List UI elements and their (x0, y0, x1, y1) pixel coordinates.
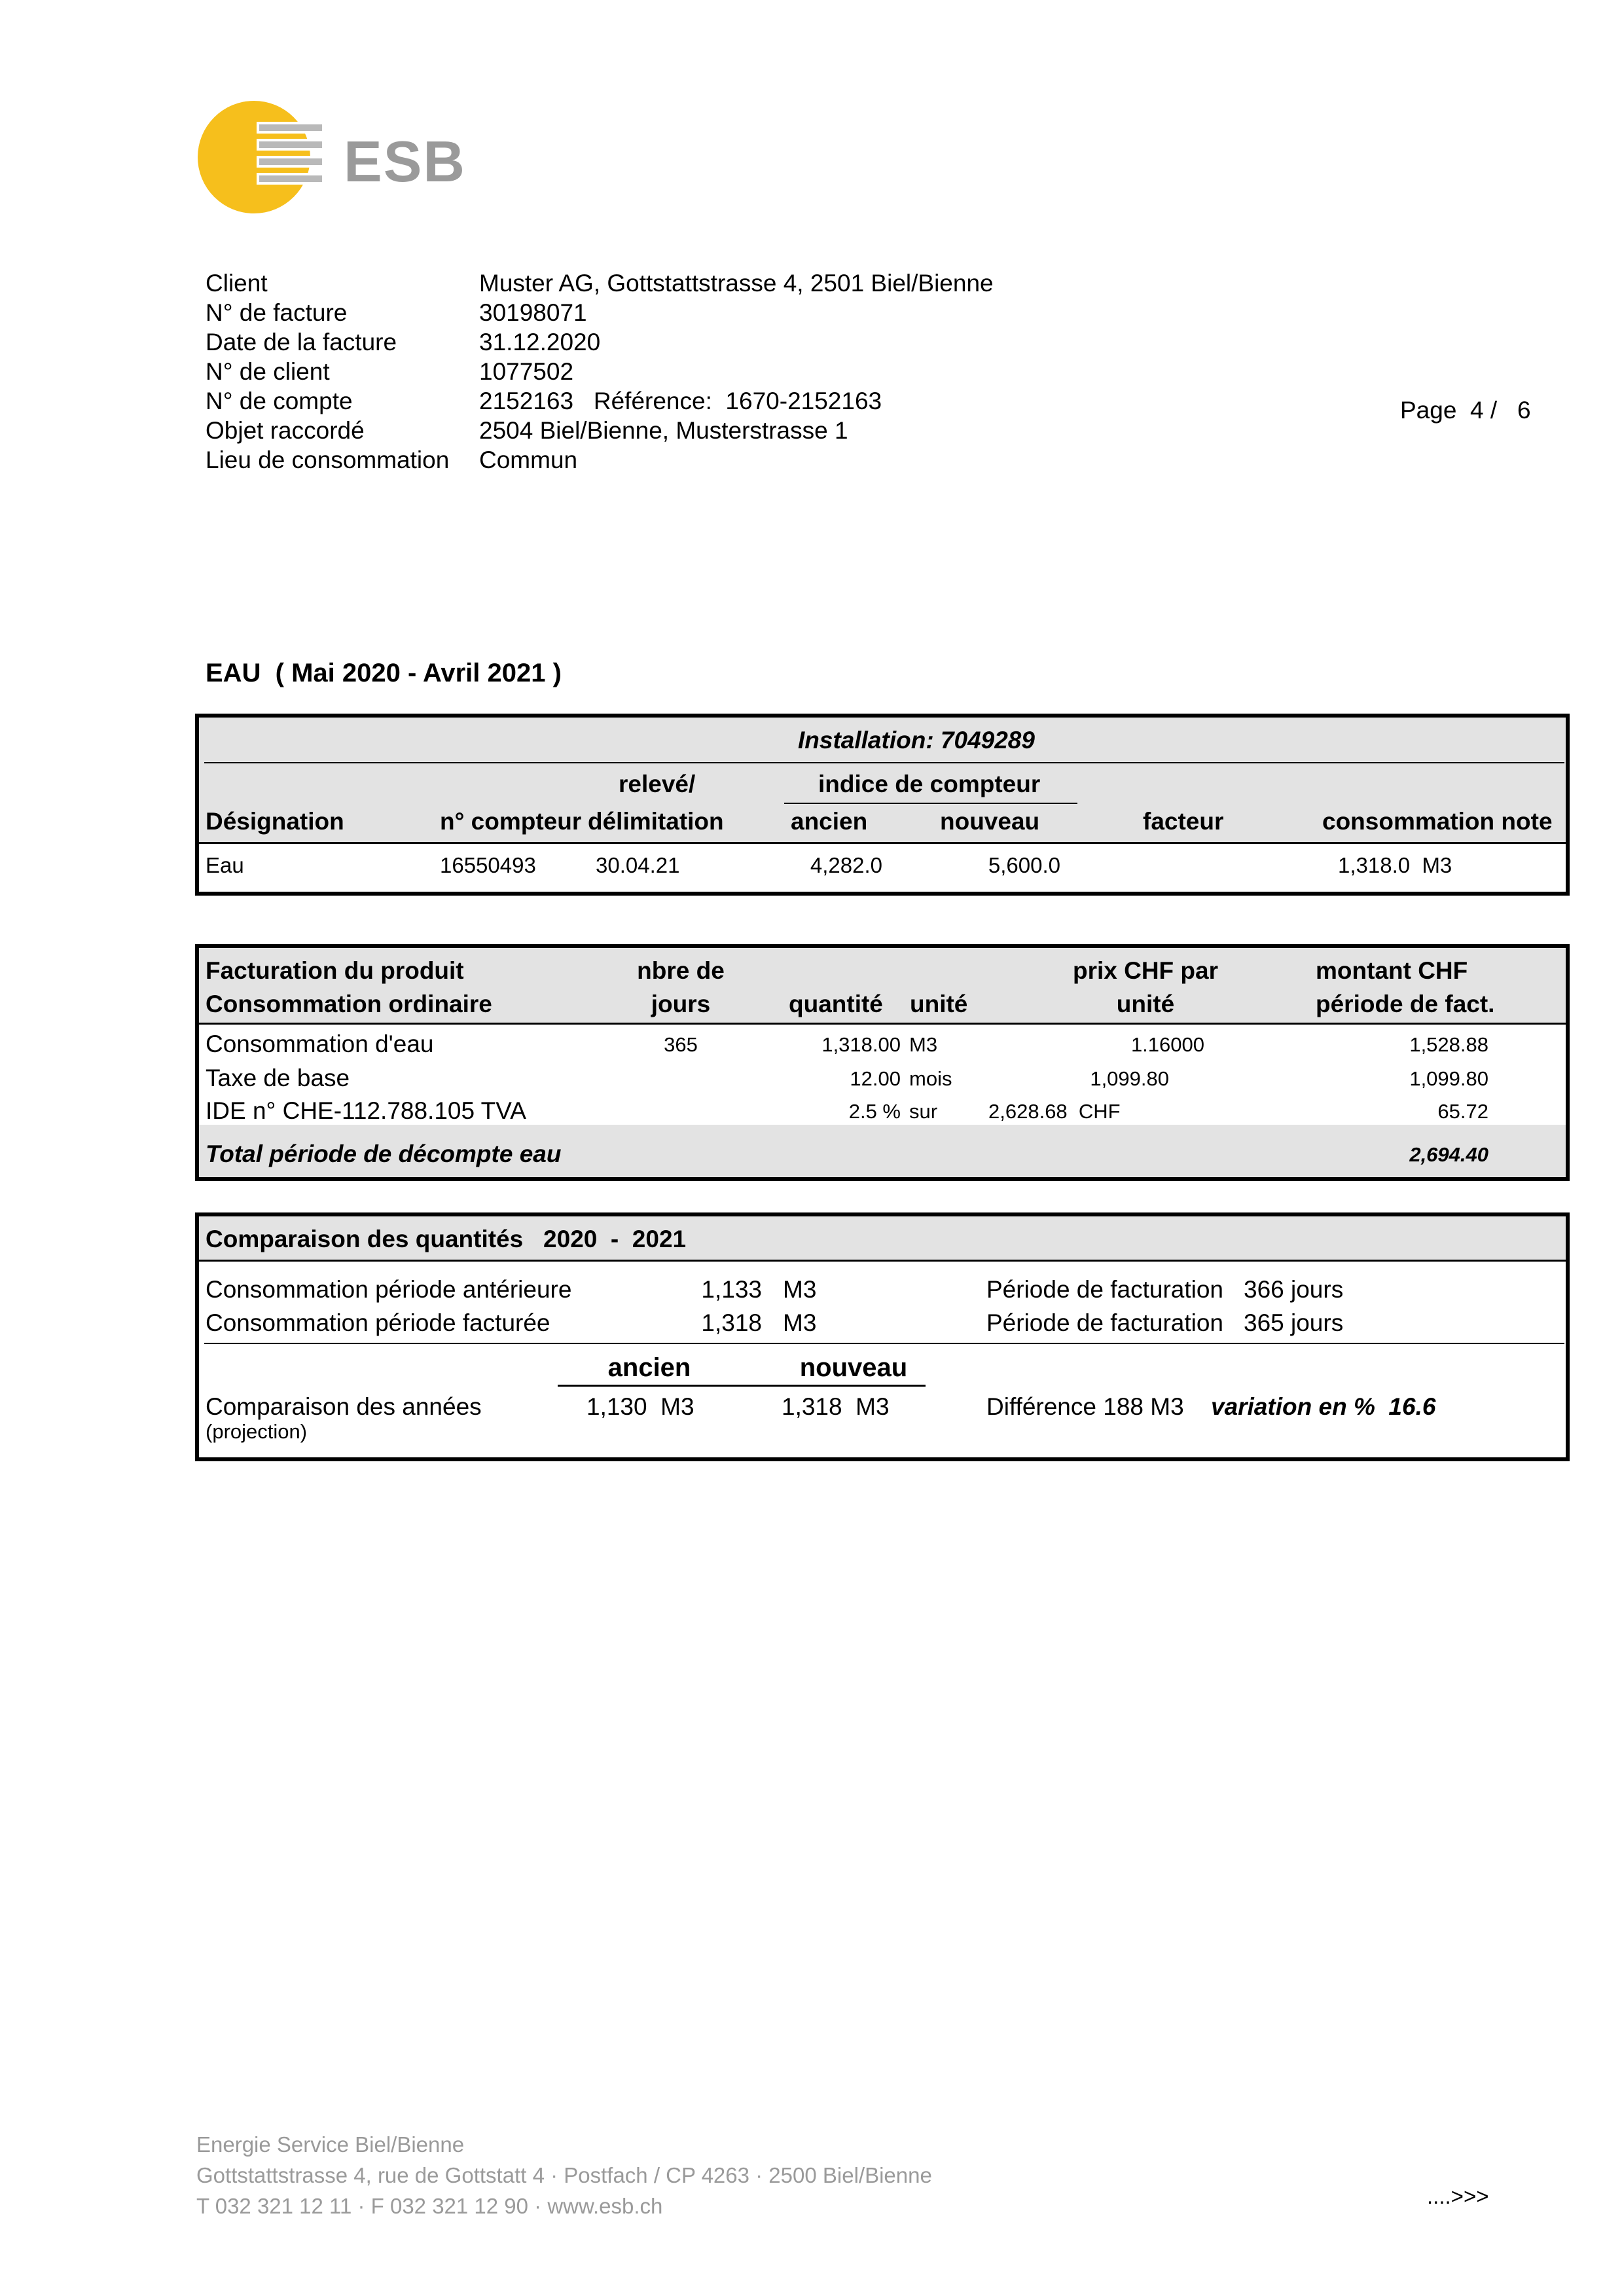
billing-row-prix: 1.16000 (1130, 1033, 1204, 1056)
billing-total-value: 2,694.40 (1409, 1143, 1488, 1166)
header-label-client: Client (206, 270, 268, 297)
billing-row-quantite: 1,318.00 (821, 1033, 901, 1056)
page-number: Page 4 / 6 (1400, 397, 1531, 424)
billing-quantite: quantité (789, 991, 883, 1017)
billing-row-label: Consommation d'eau (206, 1030, 434, 1057)
col-releve-2: délimitation (588, 808, 724, 835)
row-ancien: 4,282.0 (810, 853, 882, 877)
billing-jours-1: nbre de (637, 957, 725, 984)
col-indice-header: indice de compteur (818, 771, 1041, 797)
comparison-row-unit: M3 (783, 1276, 817, 1303)
billing-row-quantite: 2.5 % (848, 1100, 901, 1123)
col-nouveau: nouveau (940, 808, 1040, 835)
billing-row-prix: 1,099.80 (1090, 1067, 1169, 1090)
header-value-invoice-no: 30198071 (479, 299, 587, 326)
footer-contact: T 032 321 12 11 · F 032 321 12 90 · www.esb.ch (196, 2194, 663, 2218)
footer-address: Gottstattstrasse 4, rue de Gottstatt 4 · Postfach / CP 4263 · 2500 Biel/Bienne (196, 2163, 932, 2187)
billing-header-1: Facturation du produit (206, 957, 464, 984)
comparison-col-nouveau: nouveau (799, 1353, 908, 1382)
col-compteur: n° compteur (440, 808, 582, 835)
comparison-row-period-value: 365 jours (1244, 1309, 1344, 1336)
logo-text: ESB (344, 129, 466, 194)
header-value-account-no: 2152163 Référence: 1670-2152163 (479, 388, 882, 414)
billing-row-montant: 65.72 (1437, 1100, 1488, 1123)
row-date: 30.04.21 (596, 853, 680, 877)
comparison-title: Comparaison des quantités 2020 - 2021 (206, 1226, 687, 1252)
header-label-object: Objet raccordé (206, 417, 365, 444)
header-value-object: 2504 Biel/Bienne, Musterstrasse 1 (479, 417, 848, 444)
billing-row-unite: sur (909, 1100, 938, 1123)
comparison-difference: Différence 188 M3 (986, 1393, 1184, 1420)
continue-marker: ....>>> (1427, 2184, 1489, 2208)
row-compteur: 16550493 (440, 853, 536, 877)
billing-montant-1: montant CHF (1316, 957, 1468, 984)
billing-prix-2: unité (1116, 991, 1175, 1017)
comparison-row-label: Consommation période antérieure (206, 1276, 572, 1303)
comparison-years-label: Comparaison des années (206, 1393, 482, 1420)
comparison-ancien-value: 1,130 M3 (586, 1393, 694, 1420)
billing-row-montant: 1,528.88 (1409, 1033, 1488, 1056)
col-consommation: consommation note (1322, 808, 1553, 835)
header-value-location: Commun (479, 446, 578, 473)
comparison-row-unit: M3 (783, 1309, 817, 1336)
billing-row-unite: mois (909, 1067, 952, 1090)
footer-company: Energie Service Biel/Bienne (196, 2132, 465, 2157)
row-consommation: 1,318.0 M3 (1338, 853, 1452, 877)
comparison-row-period-label: Période de facturation (986, 1309, 1224, 1336)
billing-row-jours: 365 (664, 1033, 698, 1056)
header-label-location: Lieu de consommation (206, 446, 450, 473)
billing-row-unite: M3 (909, 1033, 938, 1056)
billing-row-label: IDE n° CHE-112.788.105 TVA (206, 1097, 526, 1124)
billing-montant-2: période de fact. (1316, 991, 1495, 1017)
esb-logo (196, 98, 466, 216)
header-label-account-no: N° de compte (206, 388, 353, 414)
billing-unite: unité (910, 991, 968, 1017)
header-value-invoice-date: 31.12.2020 (479, 329, 601, 355)
header-value-client-no: 1077502 (479, 358, 574, 385)
comparison-row-qty: 1,318 (701, 1309, 762, 1336)
comparison-col-ancien: ancien (607, 1353, 691, 1382)
comparison-row-label: Consommation période facturée (206, 1309, 550, 1336)
billing-row-quantite: 12.00 (850, 1067, 901, 1090)
header-label-invoice-no: N° de facture (206, 299, 348, 326)
billing-jours-2: jours (651, 991, 711, 1017)
billing-total-label: Total période de décompte eau (206, 1140, 562, 1167)
header-value-client: Muster AG, Gottstattstrasse 4, 2501 Biel/Bienne (479, 270, 994, 297)
row-nouveau: 5,600.0 (988, 853, 1060, 877)
row-designation: Eau (206, 853, 244, 877)
comparison-variation: variation en % 16.6 (1211, 1393, 1436, 1420)
section-title: EAU ( Mai 2020 - Avril 2021 ) (206, 659, 562, 687)
installation-title: Installation: 7049289 (798, 727, 1035, 754)
header-label-invoice-date: Date de la facture (206, 329, 397, 355)
col-designation: Désignation (206, 808, 344, 835)
billing-row-prix: 2,628.68 CHF (988, 1100, 1121, 1123)
col-releve-1: relevé/ (619, 771, 696, 797)
header-label-client-no: N° de client (206, 358, 330, 385)
comparison-row-qty: 1,133 (701, 1276, 762, 1303)
billing-prix-1: prix CHF par (1072, 957, 1219, 984)
comparison-row-period-label: Période de facturation (986, 1276, 1224, 1303)
col-facteur: facteur (1143, 808, 1224, 835)
comparison-nouveau-value: 1,318 M3 (782, 1393, 890, 1420)
col-ancien: ancien (791, 808, 868, 835)
comparison-row-period-value: 366 jours (1244, 1276, 1344, 1303)
comparison-years-sub: (projection) (206, 1420, 308, 1443)
billing-header-2: Consommation ordinaire (206, 991, 492, 1017)
billing-row-montant: 1,099.80 (1409, 1067, 1488, 1090)
billing-row-label: Taxe de base (206, 1065, 350, 1091)
